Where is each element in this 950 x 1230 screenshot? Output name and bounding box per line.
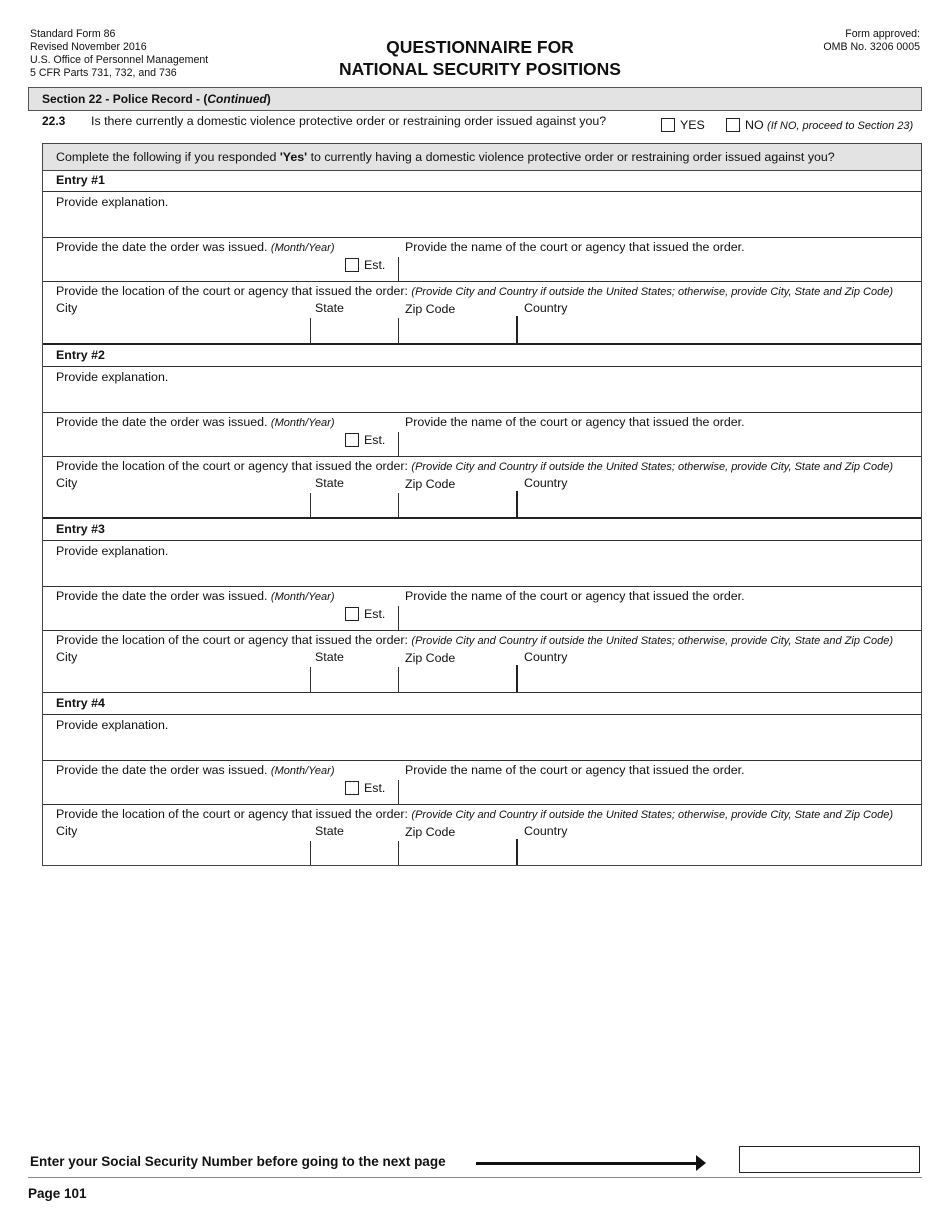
divider [43,281,921,282]
entry-block [43,520,921,695]
est-label: Est. [364,781,386,795]
ssn-prompt: Enter your Social Security Number before going to the next page [30,1154,446,1169]
form-identification [30,28,208,80]
divider [310,318,311,343]
form-number: Standard Form 86 [30,28,116,40]
country-label: Country [524,301,568,315]
divider [516,491,518,518]
section-continued: Continued [207,92,267,106]
section-title: Section 22 - Police Record - ( [42,92,208,106]
divider [398,606,399,630]
explanation-label: Provide explanation. [56,718,169,732]
zip-label: Zip Code [405,477,456,491]
zip-field[interactable] [402,494,512,516]
no-note: (If NO, proceed to Section 23) [767,120,914,132]
country-label: Country [524,650,568,664]
title-line-2: NATIONAL SECURITY POSITIONS [339,59,621,79]
divider [43,804,921,805]
no-checkbox[interactable] [726,118,740,132]
divider [43,760,921,761]
omb-number: OMB No. 3206 0005 [823,41,920,53]
intro-after: to currently having a domestic violence protective order or restraining order issued against you? [307,150,835,164]
divider [398,318,399,343]
location-label-text: Provide the location of the court or agency that issued the order: [56,633,408,647]
zip-field[interactable] [402,842,512,864]
form-approval [823,28,920,54]
explanation-field[interactable] [56,386,916,411]
location-hint: (Provide City and Country if outside the United States; otherwise, provide City, State and Zip Code) [411,809,894,821]
city-field[interactable] [56,494,306,516]
date-field[interactable] [56,432,341,452]
form-agency: U.S. Office of Personnel Management [30,54,209,66]
divider [43,237,921,238]
estimated-checkbox[interactable] [345,607,359,621]
location-label-text: Provide the location of the court or agency that issued the order: [56,807,408,821]
entry-title: Entry #2 [56,348,105,362]
no-option [745,118,913,132]
date-label-text: Provide the date the order was issued. [56,240,268,254]
zip-label: Zip Code [405,651,456,665]
divider [310,841,311,865]
intro-before: Complete the following if you responded [56,150,280,164]
divider [43,540,921,541]
location-label [56,807,893,821]
state-label: State [315,301,344,315]
court-name-field[interactable] [405,780,915,802]
date-label-text: Provide the date the order was issued. [56,589,268,603]
state-field[interactable] [314,668,394,690]
state-label: State [315,476,344,490]
state-label: State [315,650,344,664]
entry-title: Entry #1 [56,173,105,187]
state-field[interactable] [314,842,394,864]
date-label-text: Provide the date the order was issued. [56,763,268,777]
section-title-close: ) [266,92,271,106]
date-label-text: Provide the date the order was issued. [56,415,268,429]
divider [43,343,921,345]
city-label: City [56,301,78,315]
divider [43,630,921,631]
country-field[interactable] [521,319,916,341]
country-label: Country [524,824,568,838]
zip-field[interactable] [402,668,512,690]
yes-checkbox[interactable] [661,118,675,132]
divider [310,493,311,518]
country-field[interactable] [521,842,916,864]
estimated-checkbox[interactable] [345,781,359,795]
est-label: Est. [364,607,386,621]
form-cfr: 5 CFR Parts 731, 732, and 736 [30,67,177,79]
date-hint: (Month/Year) [270,765,335,777]
court-name-label: Provide the name of the court or agency that issued the order. [405,589,745,603]
date-field[interactable] [56,606,341,626]
arrow-icon [476,1162,698,1165]
entry-title: Entry #3 [56,522,105,536]
entries-instructions [43,144,921,171]
location-label [56,459,893,473]
entry-block [43,171,921,346]
date-hint: (Month/Year) [270,417,335,429]
estimated-checkbox[interactable] [345,258,359,272]
location-label [56,284,893,298]
question-text: Is there currently a domestic violence protective order or restraining order issued against you? [91,114,607,128]
city-field[interactable] [56,319,306,341]
divider [398,841,399,865]
location-label-text: Provide the location of the court or agency that issued the order: [56,459,408,473]
explanation-field[interactable] [56,560,916,585]
entry-block [43,346,921,521]
arrow-head-icon [696,1155,706,1171]
footer-divider [28,1177,922,1178]
country-label: Country [524,476,568,490]
divider [43,692,921,693]
page-title [280,36,680,80]
court-name-field[interactable] [405,257,915,279]
date-hint: (Month/Year) [270,242,335,254]
section-header [28,87,922,111]
explanation-label: Provide explanation. [56,544,169,558]
est-label: Est. [364,258,386,272]
estimated-checkbox[interactable] [345,433,359,447]
est-label: Est. [364,433,386,447]
location-label [56,633,893,647]
explanation-label: Provide explanation. [56,370,169,384]
city-field[interactable] [56,842,306,864]
state-field[interactable] [314,494,394,516]
title-line-1: QUESTIONNAIRE FOR [386,37,574,57]
page-number: Page 101 [28,1186,87,1201]
city-label: City [56,476,78,490]
country-field[interactable] [521,494,916,516]
explanation-label: Provide explanation. [56,195,169,209]
zip-field[interactable] [402,319,512,341]
divider [43,517,921,519]
date-field[interactable] [56,257,341,277]
divider [398,667,399,692]
country-field[interactable] [521,668,916,690]
entry-block [43,694,921,869]
explanation-field[interactable] [56,211,916,236]
divider [43,714,921,715]
location-hint: (Provide City and Country if outside the United States; otherwise, provide City, State and Zip Code) [411,461,894,473]
date-field[interactable] [56,780,341,800]
zip-label: Zip Code [405,302,456,316]
court-name-label: Provide the name of the court or agency that issued the order. [405,763,745,777]
divider [398,257,399,281]
location-label-text: Provide the location of the court or agency that issued the order: [56,284,408,298]
court-name-field[interactable] [405,432,915,454]
question-number: 22.3 [42,114,66,128]
yes-label: YES [680,118,705,132]
divider [516,839,518,865]
city-label: City [56,650,78,664]
no-label: NO [745,118,764,132]
divider [398,780,399,804]
approved-label: Form approved: [845,28,920,40]
location-hint: (Provide City and Country if outside the United States; otherwise, provide City, State and Zip Code) [411,635,894,647]
divider [43,456,921,457]
divider [516,665,518,692]
divider [43,191,921,192]
divider [398,432,399,456]
divider [43,366,921,367]
divider [516,316,518,343]
city-field[interactable] [56,668,306,690]
divider [310,667,311,692]
zip-label: Zip Code [405,825,456,839]
state-field[interactable] [314,319,394,341]
date-hint: (Month/Year) [270,591,335,603]
date-label [56,589,335,603]
court-name-label: Provide the name of the court or agency that issued the order. [405,240,745,254]
divider [398,493,399,518]
explanation-field[interactable] [56,734,916,759]
date-label [56,240,335,254]
court-name-label: Provide the name of the court or agency that issued the order. [405,415,745,429]
divider [43,586,921,587]
intro-bold: 'Yes' [279,150,308,164]
court-name-field[interactable] [405,606,915,628]
city-label: City [56,824,78,838]
form-revision: Revised November 2016 [30,41,147,53]
location-hint: (Provide City and Country if outside the United States; otherwise, provide City, State and Zip Code) [411,286,894,298]
entry-title: Entry #4 [56,696,105,710]
state-label: State [315,824,344,838]
ssn-field[interactable] [739,1146,920,1173]
date-label [56,415,335,429]
date-label [56,763,335,777]
divider [43,412,921,413]
